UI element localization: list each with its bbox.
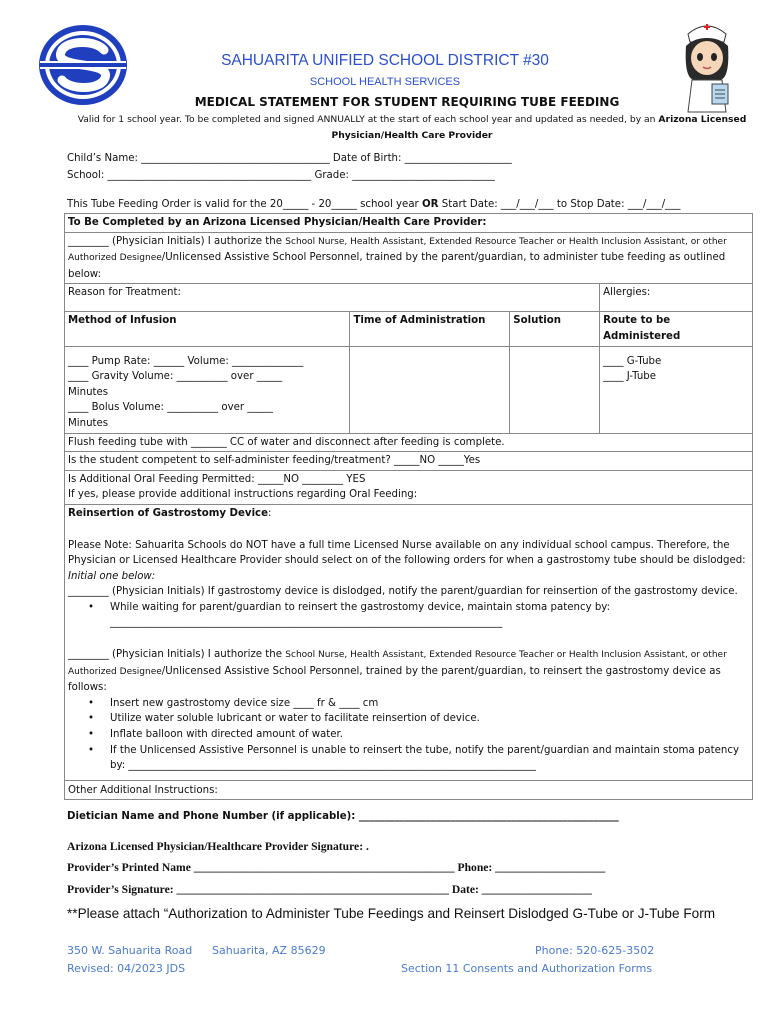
completion-heading-cell (65, 214, 753, 233)
option1-bullet-text: While waiting for parent/guardian to reinsert the gastrostomy device, maintain stoma patency by: (110, 601, 611, 613)
completion-heading: To Be Completed by an Arizona Licensed Physician/Health Care Provider: (68, 217, 487, 228)
district-name: SAHUARITA UNIFIED SCHOOL DISTRICT #30 (221, 52, 549, 69)
authorize-cell[interactable] (65, 232, 753, 284)
oral-instructions-line[interactable]: If yes, please provide additional instructions regarding Oral Feeding: (68, 489, 418, 501)
footer-section: Section 11 Consents and Authorization Forms (401, 962, 653, 975)
competent-line[interactable]: Is the student competent to self-administer feeding/treatment? _____NO _____Yes (68, 455, 481, 467)
reason-cell[interactable] (65, 284, 600, 312)
child-name-line[interactable]: Child’s Name: _____________________________________ Date of Birth: _____________________ (67, 153, 512, 164)
method-bolus-unit: Minutes (68, 417, 109, 429)
col-method: Method of Infusion (65, 312, 350, 346)
footer-city: Sahuarita, AZ 85629 (212, 944, 326, 957)
method-pump[interactable]: ____ Pump Rate: ______ Volume: ______________ (68, 355, 304, 367)
option1-bullet (68, 600, 749, 631)
health-services: SCHOOL HEALTH SERVICES (309, 76, 461, 88)
col-route: Route to be Administered (600, 312, 753, 346)
feeding-order-table (64, 213, 753, 800)
oral-permitted-line[interactable]: Is Additional Oral Feeding Permitted: _____NO ________ YES (68, 473, 366, 485)
attach-note: **Please attach “Authorization to Administer Tube Feedings and Reinsert Dislodged G-Tube or J-Tube Form (67, 906, 716, 921)
option2-bullet-unable[interactable]: • If the Unlicensed Assistive Personnel is unable to reinsert the tube, notify the parent/guardian and maintain stoma patency by: ________________________________________________________________________________ (68, 743, 749, 774)
flush-cell[interactable] (65, 433, 753, 452)
signature-heading: Arizona Licensed Physician/Healthcare Provider Signature: . (67, 840, 369, 853)
option1-line[interactable]: ________ (Physician Initials) If gastrostomy device is dislodged, notify the parent/guardian for reinsertion of the gastrostomy device. (68, 586, 738, 598)
allergies-label: Allergies: (603, 287, 651, 299)
authorize-initials[interactable]: ________ (Physician Initials) I authorize the (68, 235, 283, 247)
option2-line[interactable] (68, 647, 749, 696)
option2-initials[interactable]: ________ (Physician Initials) I authorize the (68, 649, 283, 661)
route-cell[interactable] (600, 346, 753, 433)
validity-note (72, 112, 752, 144)
option2-personnel: School Nurse, Health Assistant, Extended Resource Teacher or Health Inclusion Assistant, or other Authorized Designee (68, 650, 727, 677)
reinsertion-colon: : (268, 507, 272, 519)
method-bolus[interactable]: ____ Bolus Volume: __________ over _____ (68, 402, 273, 414)
footer-address: 350 W. Sahuarita Road (67, 944, 193, 957)
oral-cell[interactable] (65, 470, 753, 504)
option2-purpose: /Unlicensed Assistive School Personnel, trained by the parent/guardian, to reinsert the gastrostomy device as follows: (68, 665, 721, 694)
school-grade-line[interactable]: School: ________________________________________ Grade: ____________________________ (67, 170, 495, 181)
reason-label: Reason for Treatment: (68, 287, 181, 299)
col-solution: Solution (510, 312, 600, 346)
reinsertion-note: Please Note: Sahuarita Schools do NOT have a full time Licensed Nurse available on any individual school campus. Therefore, the Physician or Licensed Healthcare Provider should select on of the following orders for when a gastrostomy tube should be dislodged: (68, 539, 746, 567)
option2-bullet-balloon: • Inflate balloon with directed amount of water. (68, 727, 749, 743)
reinsertion-cell (65, 504, 753, 780)
col-time: Time of Administration (350, 312, 510, 346)
route-g-tube[interactable]: ____ G-Tube (603, 355, 662, 367)
method-gravity-unit: Minutes (68, 386, 109, 398)
initial-one-label: Initial one below: (68, 570, 156, 582)
dietician-line[interactable]: Dietician Name and Phone Number (if applicable): ___________________________________________________ (67, 811, 619, 822)
option2-bullet-lubricant: • Utilize water soluble lubricant or water to facilitate reinsertion of device. (68, 711, 749, 727)
route-j-tube[interactable]: ____ J-Tube (603, 371, 657, 383)
form-title: MEDICAL STATEMENT FOR STUDENT REQUIRING TUBE FEEDING (194, 95, 620, 109)
option1-blank[interactable]: _____________________________________________________________________________ (110, 617, 503, 629)
printed-name-line[interactable]: Provider’s Printed Name _____________________________________________ Phone: ___________________ (67, 861, 606, 874)
order-valid-pre[interactable]: This Tube Feeding Order is valid for the 20_____ - 20_____ school year (67, 199, 419, 210)
other-instructions-cell[interactable] (65, 780, 753, 800)
order-or: OR (422, 199, 439, 210)
authorize-purpose: /Unlicensed Assistive School Personnel, trained by the parent/guardian, to administer tube feeding as outlined below: (68, 252, 726, 280)
validity-text: Valid for 1 school year. To be completed and signed ANNUALLY at the start of each school year and updated as needed, by an (77, 114, 656, 125)
reinsertion-heading: Reinsertion of Gastrostomy Device (68, 507, 269, 519)
order-validity-line (67, 199, 680, 210)
time-cell[interactable] (350, 346, 510, 433)
flush-line[interactable]: Flush feeding tube with _______ CC of water and disconnect after feeding is complete. (68, 436, 505, 448)
method-gravity[interactable]: ____ Gravity Volume: __________ over _____ (68, 371, 283, 383)
order-valid-post[interactable]: Start Date: ___/___/___ to Stop Date: ___/___/___ (441, 199, 681, 210)
competent-cell[interactable] (65, 452, 753, 471)
authorize-personnel: School Nurse, Health Assistant, Extended Resource Teacher or Health Inclusion Assistant, or other Authorized Designee (68, 236, 727, 264)
other-instructions-label: Other Additional Instructions: (68, 784, 218, 796)
footer-phone: Phone: 520-625-3502 (535, 944, 655, 957)
method-cell[interactable] (65, 346, 350, 433)
solution-cell[interactable] (510, 346, 600, 433)
validity-provider: Arizona Licensed Physician/Health Care Provider (331, 114, 747, 141)
allergies-cell[interactable] (600, 284, 753, 312)
option2-bullet-size[interactable]: • Insert new gastrostomy device size ____ fr & ____ cm (68, 696, 749, 712)
footer-revised: Revised: 04/2023 JDS (67, 962, 186, 975)
provider-signature-line[interactable]: Provider’s Signature: _______________________________________________ Date: ___________________ (67, 883, 592, 896)
